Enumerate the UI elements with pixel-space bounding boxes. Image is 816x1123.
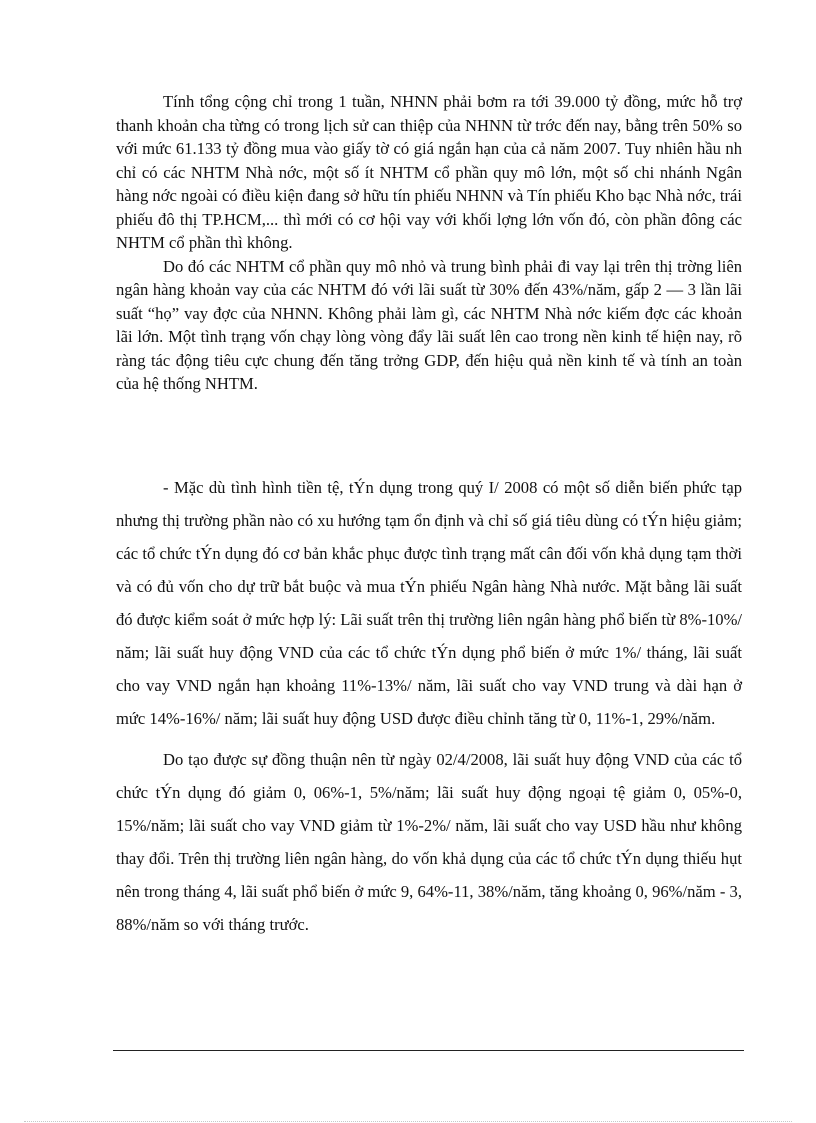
paragraph-interest-rate-q1: - Mặc dù tình hình tiền tệ, tÝn dụng trong quý I/ 2008 có một số diễn biến phức tạp nhưng thị trường phần nào có xu hướng tạm ổn định và chỉ số giá tiêu dùng có tÝn hiệu giảm; các tổ chức tÝn dụng đó cơ bản khắc phục được tình trạng mất cân đối vốn khả dụng tạm thời và có đủ vốn cho dự trữ bắt buộc và mua tÝn phiếu Ngân hàng Nhà nước. Mặt bằng lãi suất đó được kiểm soát ở mức hợp lý: Lãi suất trên thị trường liên ngân hàng phổ biến từ 8%-10%/ năm; lãi suất huy động VND của các tổ chức tÝn dụng phổ biến ở mức 1%/ tháng, lãi suất cho vay VND ngắn hạn khoảng 11%-13%/ năm, lãi suất cho vay VND trung và dài hạn ở mức 14%-16%/ năm; lãi suất huy động USD được điều chỉnh tăng từ 0, 11%-1, 29%/năm. bbox=[116, 478, 742, 728]
paragraph-interest-rate-april: Do tạo được sự đồng thuận nên từ ngày 02/4/2008, lãi suất huy động VND của các tổ chức tÝn dụng đó giảm 0, 06%-1, 5%/năm; lãi suất huy động ngoại tệ giảm 0, 05%-0, 15%/năm; lãi suất cho vay VND giảm từ 1%-2%/ năm, lãi suất cho vay USD hầu như không thay đổi. Trên thị trường liên ngân hàng, do vốn khả dụng của các tổ chức tÝn dụng thiếu hụt nên trong tháng 4, lãi suất phổ biến ở mức 9, 64%-11, 38%/năm, tăng khoảng 0, 96%/năm - 3, 88%/năm so với tháng trước. bbox=[116, 750, 742, 934]
paragraph-liquidity-support: Tính tổng cộng chỉ trong 1 tuần, NHNN phải bơm ra tới 39.000 tỷ đồng, mức hỗ trợ thanh khoản cha từng có trong lịch sử can thiệp của NHNN từ trớc đến nay, bằng trên 50% so với mức 61.133 tỷ đồng mua vào giấy tờ có giá ngắn hạn của cả năm 2007. Tuy nhiên hầu nh chỉ có các NHTM Nhà nớc, một số ít NHTM cổ phần quy mô lớn, một số chi nhánh Ngân hàng nớc ngoài có điều kiện đang sở hữu tín phiếu NHNN và Tín phiếu Kho bạc Nhà nớc, trái phiếu đô thị TP.HCM,... thì mới có cơ hội vay với khối lợng lớn vốn đó, còn phần đông các NHTM cổ phần thì không. bbox=[116, 92, 742, 252]
paragraph-interbank-lending: Do đó các NHTM cổ phần quy mô nhỏ và trung bình phải đi vay lại trên thị trờng liên ngân hàng khoản vay của các NHTM đó với lãi suất từ 30% đến 43%/năm, gấp 2 — 3 lần lãi suất “họ” vay đợc của NHNN. Không phải làm gì, các NHTM Nhà nớc kiếm đợc các khoản lãi lớn. Một tình trạng vốn chạy lòng vòng đẩy lãi suất lên cao trong nền kinh tế hiện nay, rõ ràng tác động tiêu cực chung đến tăng trởng GDP, đến hiệu quả nền kinh tế và tính an toàn của hệ thống NHTM. bbox=[116, 256, 742, 393]
footer-divider bbox=[113, 1050, 744, 1051]
page-bottom-edge bbox=[24, 1121, 792, 1122]
text-section-top bbox=[116, 90, 742, 396]
text-section-bottom bbox=[116, 471, 742, 941]
